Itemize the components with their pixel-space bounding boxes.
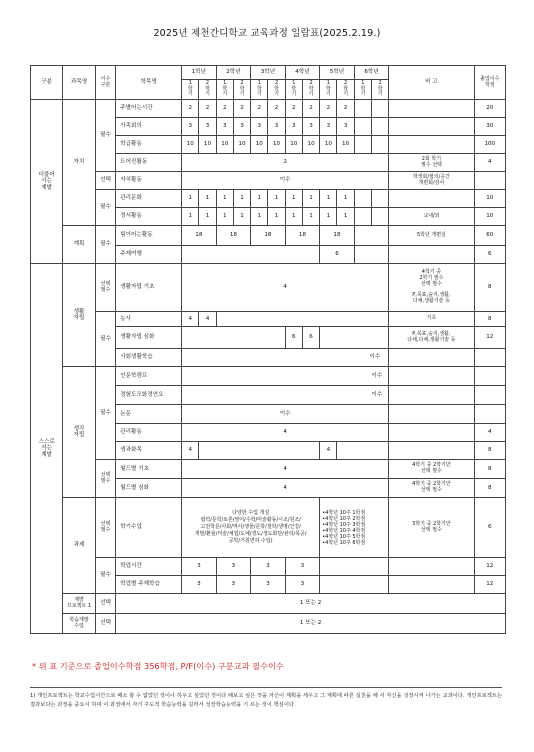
isu-label: 선택 필수 — [95, 460, 116, 498]
credit-span: 이수 — [182, 386, 389, 405]
credit-cell: 6 — [320, 246, 355, 264]
header-sem1: 1 학 기 — [285, 80, 302, 100]
credit-cell: 1 — [251, 208, 268, 226]
isu-label: 선택 — [95, 172, 116, 190]
subject-name: 월드별 심화 — [116, 479, 182, 498]
total-cell — [474, 172, 505, 190]
credit-cell: 10 — [182, 136, 199, 154]
credit-cell: 18 — [285, 226, 320, 246]
header-sem2: 2 학 기 — [337, 80, 354, 100]
bigo-cell — [389, 424, 474, 442]
subject-name: 관리활동 — [116, 424, 182, 442]
credit-cell: 2 — [182, 100, 199, 118]
bigo-cell: 3학기 중 2학기만 선택 필수 — [389, 498, 474, 558]
total-cell: 10 — [474, 190, 505, 208]
credit-cell: 4 — [320, 442, 337, 460]
total-cell: 8 — [474, 312, 505, 327]
header-sem1: 1 학 기 — [182, 80, 199, 100]
credit-cell: 6 — [302, 327, 319, 349]
credit-cell: 3 — [302, 118, 319, 136]
course-description: 다양한 수업 개설 협력/문학/토론/영어/수학/미술활동/시조/원조/ 고전학문/사회/역사/생물/문학/철학/생명/건강/ 개발/환율/미술/체험/도예/생도/생도화단/관리/목공/ 공학/거침면허 수업) — [182, 498, 320, 558]
credit-cell: 3 — [216, 576, 251, 594]
bigo-cell — [389, 190, 474, 208]
isu-label: 필수 — [95, 226, 116, 264]
credit-cell: 3 — [285, 576, 320, 594]
credit-cell — [216, 312, 389, 327]
credit-cell — [337, 442, 389, 460]
subject-name: 주별어는시간 — [116, 100, 182, 118]
header-grade-2: 2학년 — [216, 66, 251, 80]
graduation-note: * 위 표 기준으로 졸업이수학점 356학점, P/F(이수) 구분교과 필수이수 — [32, 661, 284, 671]
credit-cell: 1 — [337, 190, 354, 208]
area-label: 계획 — [63, 226, 95, 264]
credit-cell: 3 — [268, 118, 285, 136]
divider — [30, 687, 502, 688]
credit-cell: 10 — [199, 136, 216, 154]
area-label: 계별 프로젝트 1 — [63, 594, 95, 614]
credit-cell: 10 — [251, 136, 268, 154]
credit-cell: 18 — [251, 226, 286, 246]
credit-span: 이수 — [182, 172, 389, 190]
credit-span: 4 — [182, 424, 389, 442]
bigo-cell: 2회 학기 필수 선택 — [389, 154, 474, 172]
header-sem1: 1 학 기 — [320, 80, 337, 100]
bigo-cell: 4학기 중 2학기 필수 선택 필수 P,목표,숲지,생활, 다채,생활기술 등 — [389, 264, 474, 312]
credit-cell — [182, 327, 286, 349]
bigo-cell: P,목표,숲지,생활, 다채,다채,생활기술 등 — [389, 327, 474, 349]
header-sem1: 1 학 기 — [354, 80, 371, 100]
subject-name: 학급활동 — [116, 136, 182, 154]
page-title: 2025년 제천간디학교 교육과정 일람표(2025.2.19.) — [153, 28, 381, 39]
credit-cell: 10 — [233, 136, 250, 154]
header-sem2: 2 학 기 — [233, 80, 250, 100]
bigo-cell — [389, 136, 474, 154]
credit-cell — [354, 246, 389, 264]
credit-cell — [372, 100, 389, 118]
credit-cell: 1 — [233, 190, 250, 208]
total-cell — [474, 367, 505, 386]
credit-cell: 2 — [216, 100, 233, 118]
credit-cell — [372, 136, 389, 154]
area-label: 학습계발 수업 — [63, 614, 95, 634]
credit-cell — [354, 136, 371, 154]
credit-cell — [199, 442, 320, 460]
credit-cell: 1 — [199, 190, 216, 208]
isu-label: 필수 — [95, 367, 116, 460]
header-sem1: 1 학 기 — [216, 80, 233, 100]
header-sem2: 2 학 기 — [372, 80, 389, 100]
credit-cell: 3 — [182, 118, 199, 136]
credit-cell: 1 — [337, 208, 354, 226]
subject-name: 학업시간 — [116, 558, 182, 576]
credit-cell: 3 — [320, 118, 337, 136]
subject-name: 도어진활동 — [116, 154, 182, 172]
subject-name: 팀이어는활동 — [116, 226, 182, 246]
credit-cell — [320, 576, 389, 594]
credit-cell — [354, 118, 371, 136]
bigo-cell: 4학기 중 2학기만 선택 필수 — [389, 479, 474, 498]
credit-cell: 2 — [233, 100, 250, 118]
total-cell: 8 — [474, 460, 505, 479]
credit-cell: 3 — [251, 558, 286, 576]
credit-span: 2 — [182, 154, 389, 172]
credit-cell: 1 — [268, 208, 285, 226]
isu-label: 선택 필수 — [95, 264, 116, 312]
isu-label: 필수 — [95, 100, 116, 172]
credit-cell: 3 — [233, 118, 250, 136]
credit-cell: 2 — [302, 100, 319, 118]
subject-name: 자치활동 — [116, 172, 182, 190]
isu-label: 필수 — [95, 558, 116, 594]
bigo-cell — [389, 576, 474, 594]
subject-name: 사회생활학습 — [116, 349, 182, 367]
bigo-cell — [389, 100, 474, 118]
credit-cell: 4 — [182, 442, 199, 460]
credit-cell: 2 — [285, 100, 302, 118]
bigo-cell — [389, 367, 474, 386]
credit-cell: 3 — [285, 558, 320, 576]
isu-label: 필수 — [95, 312, 116, 367]
total-cell: 6 — [474, 246, 505, 264]
credit-cell: 1 — [302, 208, 319, 226]
credit-cell: 3 — [199, 118, 216, 136]
header-sem2: 2 학 기 — [268, 80, 285, 100]
total-cell: 8 — [474, 479, 505, 498]
credit-cell: 6 — [285, 327, 302, 349]
area-label: 과제 — [63, 498, 95, 594]
total-cell: 12 — [474, 558, 505, 576]
bigo-cell — [389, 558, 474, 576]
credit-cell: 3 — [182, 558, 217, 576]
bigo-cell — [389, 246, 474, 264]
header-grade-6: 6학년 — [354, 66, 389, 80]
credit-cell — [320, 558, 389, 576]
credit-span: 4 — [182, 264, 389, 312]
header-sem2: 2 학 기 — [199, 80, 216, 100]
isu-label: 필수 — [95, 190, 116, 226]
credit-cell: 18 — [182, 226, 217, 246]
credit-cell — [354, 100, 371, 118]
credit-cell: 2 — [251, 100, 268, 118]
credit-cell: 1 — [233, 208, 250, 226]
credit-cell: 10 — [268, 136, 285, 154]
total-cell: 6 — [474, 498, 505, 558]
bigo-cell — [389, 349, 474, 367]
credit-cell — [372, 118, 389, 136]
credit-cell: 1 — [285, 190, 302, 208]
header-bigo: 비 고 — [389, 66, 474, 100]
credit-cell: 10 — [285, 136, 302, 154]
subject-name: 인문학캠프 — [116, 367, 182, 386]
subject-name: 생과화목 — [116, 442, 182, 460]
credit-cell: 1 — [320, 190, 337, 208]
credit-cell: 1 — [251, 190, 268, 208]
area-label: 생활 자립 — [63, 264, 95, 367]
credit-cell — [320, 327, 389, 349]
bigo-cell — [389, 442, 474, 460]
group-label: 스스로 서는 계발 — [31, 264, 63, 634]
credit-cell: 2 — [337, 100, 354, 118]
total-cell — [474, 349, 505, 367]
credit-cell — [354, 190, 371, 208]
credit-cell: 1 — [199, 208, 216, 226]
credit-span: 1 또는 2 — [116, 594, 506, 614]
credit-cell: 18 — [320, 226, 355, 246]
total-cell: 60 — [474, 226, 505, 246]
total-cell: 10 — [474, 208, 505, 226]
credit-cell: 1 — [302, 190, 319, 208]
credit-cell: 10 — [320, 136, 337, 154]
header-grade-4: 4학년 — [285, 66, 320, 80]
header-sem2: 2 학 기 — [302, 80, 319, 100]
subject-name: 농사 — [116, 312, 182, 327]
total-cell — [474, 386, 505, 405]
total-cell: 30 — [474, 118, 505, 136]
bigo-cell: 4학기 중 2학기만 선택 필수 — [389, 460, 474, 479]
credit-cell — [372, 190, 389, 208]
total-cell: 12 — [474, 576, 505, 594]
area-label: 자치 — [63, 100, 95, 226]
footnote: 1) 개인프로젝트는 학교수업시간으로 배소 할 수 없었던 것이나 하우고 싶었던 것이다 해보고 싶은 것을 자신이 계획을 세우고 그 계획에 따른 실천을 해 서 자신을 성장시켜 나가는 교과이다. 개인프로젝트는 결과보다는 과정을 중요시 하며 이 과정에서 자기 주도적 학습능력을 길러서 성장학습능력을 기 르는 것이 핵심이다. — [30, 693, 503, 708]
subject-name: 주제여행 — [116, 246, 182, 264]
curriculum-table — [30, 65, 506, 634]
subject-name: 생활자립 기초 — [116, 264, 182, 312]
credit-cell: 3 — [216, 558, 251, 576]
credit-cell: 1 — [268, 190, 285, 208]
credit-cell: 3 — [251, 118, 268, 136]
total-cell: 100 — [474, 136, 505, 154]
credit-span: 1 또는 2 — [116, 614, 506, 634]
total-cell: 8 — [474, 442, 505, 460]
credit-span: 이수 — [182, 405, 389, 424]
isu-label: 선택 — [95, 594, 116, 614]
credit-cell — [182, 246, 320, 264]
bigo-cell: 기초 — [389, 312, 474, 327]
group-label: 더불어 사는 계발 — [31, 100, 63, 264]
header-area: 과목영 — [63, 66, 95, 100]
credit-cell: 1 — [182, 190, 199, 208]
credit-cell: 3 — [182, 576, 217, 594]
credit-cell: 1 — [320, 208, 337, 226]
header-subject: 학목명 — [116, 66, 182, 100]
subject-name: 가족회의 — [116, 118, 182, 136]
total-cell: 4 — [474, 154, 505, 172]
credit-cell: 1 — [182, 208, 199, 226]
header-grade-3: 3학년 — [251, 66, 286, 80]
header-isu: 이수 구분 — [95, 66, 116, 100]
credit-cell: 2 — [199, 100, 216, 118]
subject-name: 학업별 주제학습 — [116, 576, 182, 594]
isu-label: 선택 필수 — [95, 498, 116, 558]
subject-name: 생활자립 심화 — [116, 327, 182, 349]
area-label: 생각 자립 — [63, 367, 95, 498]
credit-cell: 1 — [216, 208, 233, 226]
header-grade-5: 5학년 — [320, 66, 355, 80]
total-cell: 20 — [474, 100, 505, 118]
credit-span: 이수 — [182, 367, 389, 386]
credit-cell: 3 — [337, 118, 354, 136]
subject-name: 논문 — [116, 405, 182, 424]
bigo-cell — [389, 118, 474, 136]
total-cell: 12 — [474, 327, 505, 349]
header-total: 졸업이수 학점 — [474, 66, 505, 100]
credit-cell: 4 — [199, 312, 216, 327]
credit-cell: 10 — [337, 136, 354, 154]
course-credit-rules: •4학년 10주 1학점 •4학년 10주 2학점 •4학년 10주 3학점 •4학년 10주 4학점 •4학년 10주 5학점 •4학년 10주 6학점 — [320, 498, 389, 558]
credit-span: 4 — [182, 479, 389, 498]
credit-cell: 1 — [216, 190, 233, 208]
credit-cell — [372, 208, 389, 226]
credit-cell: 4 — [182, 312, 199, 327]
total-cell: 8 — [474, 264, 505, 312]
credit-cell: 10 — [302, 136, 319, 154]
isu-label: 선택 — [95, 614, 116, 634]
total-cell — [474, 405, 505, 424]
header-sem1: 1 학 기 — [251, 80, 268, 100]
credit-cell: 3 — [285, 118, 302, 136]
credit-cell: 2 — [320, 100, 337, 118]
bigo-cell: 학생회/협의/공간 개편회/감사 — [389, 172, 474, 190]
credit-cell: 3 — [251, 576, 286, 594]
credit-cell: 1 — [285, 208, 302, 226]
header-grade-1: 1학년 — [182, 66, 217, 80]
bigo-cell — [389, 386, 474, 405]
bigo-cell — [389, 405, 474, 424]
total-cell: 4 — [474, 424, 505, 442]
subject-name: 경험도모화경연요 — [116, 386, 182, 405]
subject-name: 정서활동 — [116, 208, 182, 226]
header-gubun: 구분 — [31, 66, 63, 100]
credit-cell — [354, 208, 371, 226]
credit-span: 4 — [182, 460, 389, 479]
subject-name: 학기수업 — [116, 498, 182, 558]
credit-cell: 3 — [216, 118, 233, 136]
subject-name: 관리문화 — [116, 190, 182, 208]
bigo-cell: 5학년 개편실 — [389, 226, 474, 246]
credit-span: 이수 — [182, 349, 389, 367]
credit-cell: 10 — [216, 136, 233, 154]
subject-name: 월드별 기초 — [116, 460, 182, 479]
bigo-cell: 교내/외 — [389, 208, 474, 226]
credit-cell: 18 — [216, 226, 251, 246]
credit-cell — [354, 226, 389, 246]
credit-cell: 2 — [268, 100, 285, 118]
